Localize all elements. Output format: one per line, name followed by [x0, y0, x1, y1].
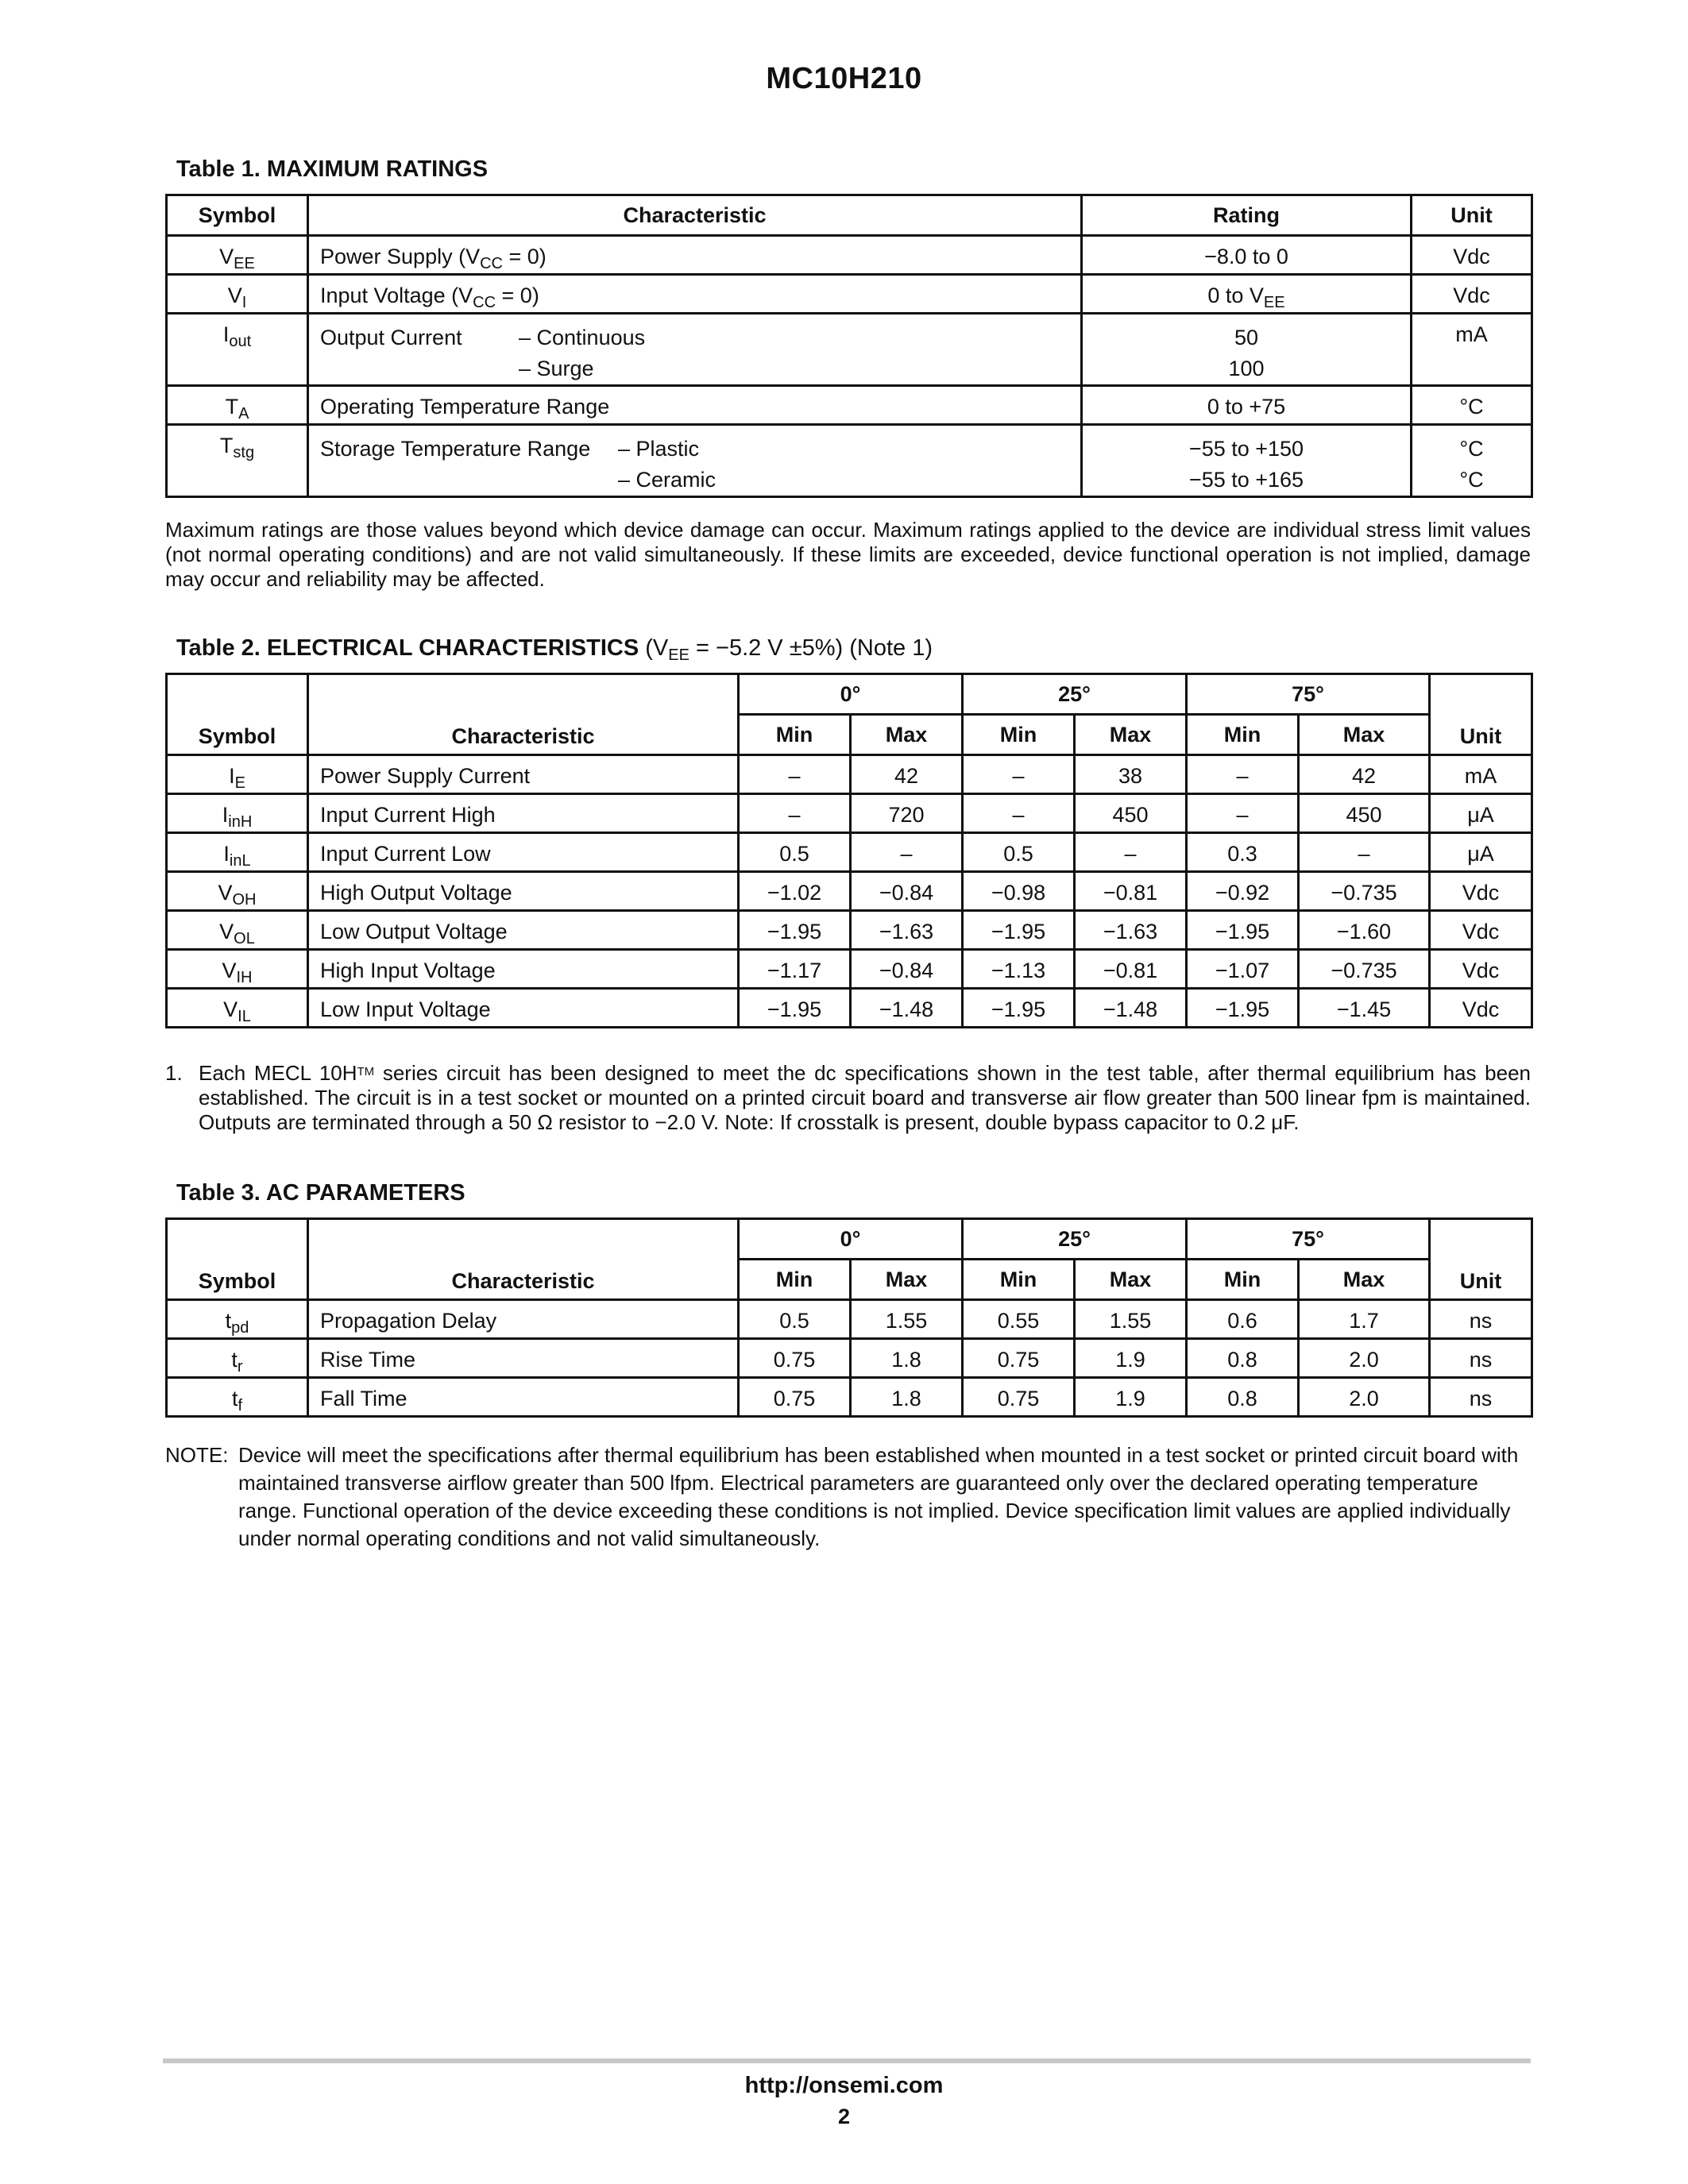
min-value-cell: −0.98 — [963, 872, 1075, 911]
col-header-symbol: Symbol — [167, 674, 308, 755]
symbol-cell: $I_{inH}$ — [167, 794, 308, 833]
table1-note: Maximum ratings are those values beyond which device damage can occur. Maximum ratings applied to the device are individual stress limit values (not normal operating conditions) and are not valid simultaneously. If these limits are exceeded, device functional operation is not implied, damage may occur and reliability may be affected. — [165, 518, 1531, 591]
unit-cell: μA — [1430, 833, 1532, 872]
max-value-cell: −1.63 — [1075, 911, 1187, 950]
min-value-cell: 0.75 — [739, 1378, 851, 1417]
min-value-cell: 0.8 — [1187, 1378, 1299, 1417]
symbol-cell: $I_{inL}$ — [167, 833, 308, 872]
min-value-cell: −1.07 — [1187, 950, 1299, 989]
max-value-cell: −1.63 — [851, 911, 963, 950]
table2-caption: Table 2. ELECTRICAL CHARACTERISTICS ($V_{EE} = -5.2$ V ±5%) (Note 1) — [176, 635, 933, 664]
max-value-cell: −0.81 — [1075, 950, 1187, 989]
table-row — [167, 872, 1532, 911]
max-value-cell: 1.9 — [1075, 1378, 1187, 1417]
page-number: 2 — [837, 2105, 851, 2128]
rating-cell: 0 to $V_{EE}$ — [1082, 275, 1412, 314]
unit-cell: °C — [1412, 386, 1532, 425]
table3-caption: Table 3. AC PARAMETERS — [176, 1180, 465, 1206]
table-row — [167, 1378, 1532, 1417]
page-title: MC10H210 — [766, 62, 922, 95]
unit-cell: ns — [1430, 1300, 1532, 1339]
footer-url-link[interactable]: http://onsemi.com — [744, 2073, 944, 2098]
max-value-cell: 1.55 — [1075, 1300, 1187, 1339]
min-value-cell: 0.5 — [739, 833, 851, 872]
col-header-symbol: Symbol — [167, 195, 308, 236]
min-value-cell: −1.13 — [963, 950, 1075, 989]
symbol-cell: $V_{EE}$ — [167, 236, 308, 275]
max-value-cell: – — [1075, 833, 1187, 872]
min-value-cell: −1.95 — [739, 911, 851, 950]
characteristic-cell: High Output Voltage — [308, 872, 739, 911]
table-row — [167, 275, 1532, 314]
table-row — [167, 833, 1532, 872]
min-value-cell: −1.95 — [963, 911, 1075, 950]
characteristic-cell: Low Output Voltage — [308, 911, 739, 950]
min-value-cell: – — [1187, 794, 1299, 833]
characteristic-cell: Input Current Low — [308, 833, 739, 872]
max-value-cell: 1.8 — [851, 1378, 963, 1417]
table2-footnote: 1. Each MECL 10H™ series circuit has been designed to meet the dc specifications shown in the test table, after thermal equilibrium has been established. The circuit is in a test socket or mounted on a printed circuit board and transverse air flow greater than 500 linear fpm is maintained. Outputs are terminated through a 50 Ω resistor to −2.0 V. Note: If crosstalk is present, double bypass capacitor to 0.2 μF. — [165, 1061, 1531, 1134]
table-row — [167, 1300, 1532, 1339]
col-header-temp-25: 25° — [963, 1219, 1187, 1260]
characteristic-cell: Output Current – Continuous – Surge — [308, 314, 1082, 386]
unit-cell: Vdc — [1430, 911, 1532, 950]
max-value-cell: 2.0 — [1299, 1378, 1430, 1417]
unit-cell: mA — [1430, 755, 1532, 794]
max-value-cell: 42 — [851, 755, 963, 794]
symbol-cell: $I_{out}$ — [167, 314, 308, 386]
unit-cell: ns — [1430, 1378, 1532, 1417]
col-header-temp-75: 75° — [1187, 1219, 1430, 1260]
characteristic-cell: Storage Temperature Range – Plastic – Ceramic — [308, 425, 1082, 497]
table3-ac-parameters — [165, 1217, 1533, 1418]
table-row — [167, 425, 1532, 497]
col-header-rating: Rating — [1082, 195, 1412, 236]
max-value-cell: −0.735 — [1299, 872, 1430, 911]
max-value-cell: −0.84 — [851, 950, 963, 989]
col-header-min: Min — [1187, 1260, 1299, 1300]
col-header-min: Min — [963, 715, 1075, 755]
characteristic-cell: Input Current High — [308, 794, 739, 833]
max-value-cell: 1.7 — [1299, 1300, 1430, 1339]
unit-cell: Vdc — [1412, 275, 1532, 314]
table2-electrical-characteristics — [165, 673, 1533, 1028]
characteristic-cell: Operating Temperature Range — [308, 386, 1082, 425]
table-row — [167, 236, 1532, 275]
table-row — [167, 794, 1532, 833]
col-header-max: Max — [851, 715, 963, 755]
characteristic-cell: Low Input Voltage — [308, 989, 739, 1028]
col-header-characteristic: Characteristic — [308, 1219, 739, 1300]
characteristic-cell: Power Supply $(V_{CC} = 0)$ — [308, 236, 1082, 275]
symbol-cell: $V_{OH}$ — [167, 872, 308, 911]
max-value-cell: −1.60 — [1299, 911, 1430, 950]
col-header-max: Max — [851, 1260, 963, 1300]
characteristic-cell: Rise Time — [308, 1339, 739, 1378]
min-value-cell: 0.75 — [963, 1378, 1075, 1417]
characteristic-cell: Power Supply Current — [308, 755, 739, 794]
table2-temp-header-row — [167, 674, 1532, 715]
min-value-cell: −1.95 — [1187, 911, 1299, 950]
characteristic-cell: Fall Time — [308, 1378, 739, 1417]
characteristic-cell: High Input Voltage — [308, 950, 739, 989]
min-value-cell: −1.95 — [963, 989, 1075, 1028]
symbol-cell: $t_{pd}$ — [167, 1300, 308, 1339]
min-value-cell: 0.55 — [963, 1300, 1075, 1339]
table-row — [167, 950, 1532, 989]
min-value-cell: 0.8 — [1187, 1339, 1299, 1378]
rating-cell: 50 100 — [1082, 314, 1412, 386]
rating-cell: −55 to +150 −55 to +165 — [1082, 425, 1412, 497]
unit-cell: Vdc — [1430, 989, 1532, 1028]
min-value-cell: −0.92 — [1187, 872, 1299, 911]
table3-temp-header-row — [167, 1219, 1532, 1260]
col-header-max: Max — [1075, 1260, 1187, 1300]
max-value-cell: 1.8 — [851, 1339, 963, 1378]
table-row — [167, 1339, 1532, 1378]
max-value-cell: −0.84 — [851, 872, 963, 911]
min-value-cell: – — [963, 794, 1075, 833]
footer-divider — [163, 2059, 1531, 2063]
min-value-cell: 0.5 — [739, 1300, 851, 1339]
unit-cell: Vdc — [1430, 950, 1532, 989]
col-header-temp-0: 0° — [739, 674, 963, 715]
unit-cell: Vdc — [1412, 236, 1532, 275]
col-header-temp-75: 75° — [1187, 674, 1430, 715]
unit-cell: ns — [1430, 1339, 1532, 1378]
max-value-cell: −1.45 — [1299, 989, 1430, 1028]
min-value-cell: 0.3 — [1187, 833, 1299, 872]
unit-cell: °C °C — [1412, 425, 1532, 497]
max-value-cell: – — [851, 833, 963, 872]
min-value-cell: −1.95 — [1187, 989, 1299, 1028]
symbol-cell: $T_A$ — [167, 386, 308, 425]
table-row — [167, 755, 1532, 794]
min-value-cell: 0.6 — [1187, 1300, 1299, 1339]
characteristic-cell: Input Voltage $(V_{CC} = 0)$ — [308, 275, 1082, 314]
col-header-max: Max — [1299, 1260, 1430, 1300]
max-value-cell: 2.0 — [1299, 1339, 1430, 1378]
max-value-cell: −1.48 — [1075, 989, 1187, 1028]
min-value-cell: – — [963, 755, 1075, 794]
col-header-unit: Unit — [1412, 195, 1532, 236]
symbol-cell: $t_r$ — [167, 1339, 308, 1378]
col-header-max: Max — [1299, 715, 1430, 755]
table1-caption: Table 1. MAXIMUM RATINGS — [176, 156, 489, 182]
col-header-characteristic: Characteristic — [308, 674, 739, 755]
max-value-cell: 42 — [1299, 755, 1430, 794]
max-value-cell: −1.48 — [851, 989, 963, 1028]
table3-note: NOTE: Device will meet the specifications after thermal equilibrium has been established when mounted in a test socket or printed circuit board with maintained transverse airflow greater than 500 lfpm. Electrical parameters are guaranteed only over the declared operating temperature range. Functional operation of the device exceeding these conditions is not implied. Device specification limit values are applied individually under normal operating conditions and not valid simultaneously. — [165, 1443, 1519, 1550]
col-header-min: Min — [739, 715, 851, 755]
rating-cell: 0 to +75 — [1082, 386, 1412, 425]
symbol-cell: $V_{IH}$ — [167, 950, 308, 989]
max-value-cell: −0.81 — [1075, 872, 1187, 911]
min-value-cell: −1.17 — [739, 950, 851, 989]
unit-cell: μA — [1430, 794, 1532, 833]
max-value-cell: 38 — [1075, 755, 1187, 794]
table1-header-row — [167, 195, 1532, 236]
max-value-cell: 450 — [1299, 794, 1430, 833]
max-value-cell: 720 — [851, 794, 963, 833]
table-row — [167, 989, 1532, 1028]
max-value-cell: 1.55 — [851, 1300, 963, 1339]
col-header-characteristic: Characteristic — [308, 195, 1082, 236]
table-row — [167, 911, 1532, 950]
col-header-max: Max — [1075, 715, 1187, 755]
min-value-cell: – — [739, 755, 851, 794]
min-value-cell: −1.95 — [739, 989, 851, 1028]
max-value-cell: – — [1299, 833, 1430, 872]
characteristic-cell: Propagation Delay — [308, 1300, 739, 1339]
table-row — [167, 314, 1532, 386]
unit-cell: mA — [1412, 314, 1532, 386]
col-header-min: Min — [739, 1260, 851, 1300]
min-value-cell: −1.02 — [739, 872, 851, 911]
table3-body — [167, 1300, 1532, 1417]
col-header-unit: Unit — [1430, 1219, 1532, 1300]
min-value-cell: 0.5 — [963, 833, 1075, 872]
min-value-cell: 0.75 — [963, 1339, 1075, 1378]
col-header-min: Min — [1187, 715, 1299, 755]
symbol-cell: $V_{OL}$ — [167, 911, 308, 950]
table1-maximum-ratings — [165, 194, 1533, 498]
max-value-cell: −0.735 — [1299, 950, 1430, 989]
max-value-cell: 1.9 — [1075, 1339, 1187, 1378]
unit-cell: Vdc — [1430, 872, 1532, 911]
symbol-cell: $I_E$ — [167, 755, 308, 794]
col-header-symbol: Symbol — [167, 1219, 308, 1300]
symbol-cell: $V_I$ — [167, 275, 308, 314]
col-header-min: Min — [963, 1260, 1075, 1300]
rating-cell: −8.0 to 0 — [1082, 236, 1412, 275]
col-header-temp-0: 0° — [739, 1219, 963, 1260]
min-value-cell: – — [739, 794, 851, 833]
col-header-temp-25: 25° — [963, 674, 1187, 715]
symbol-cell: $V_{IL}$ — [167, 989, 308, 1028]
col-header-unit: Unit — [1430, 674, 1532, 755]
symbol-cell: $t_f$ — [167, 1378, 308, 1417]
min-value-cell: – — [1187, 755, 1299, 794]
min-value-cell: 0.75 — [739, 1339, 851, 1378]
table2-body — [167, 755, 1532, 1028]
max-value-cell: 450 — [1075, 794, 1187, 833]
table-row — [167, 386, 1532, 425]
symbol-cell: $T_{stg}$ — [167, 425, 308, 497]
